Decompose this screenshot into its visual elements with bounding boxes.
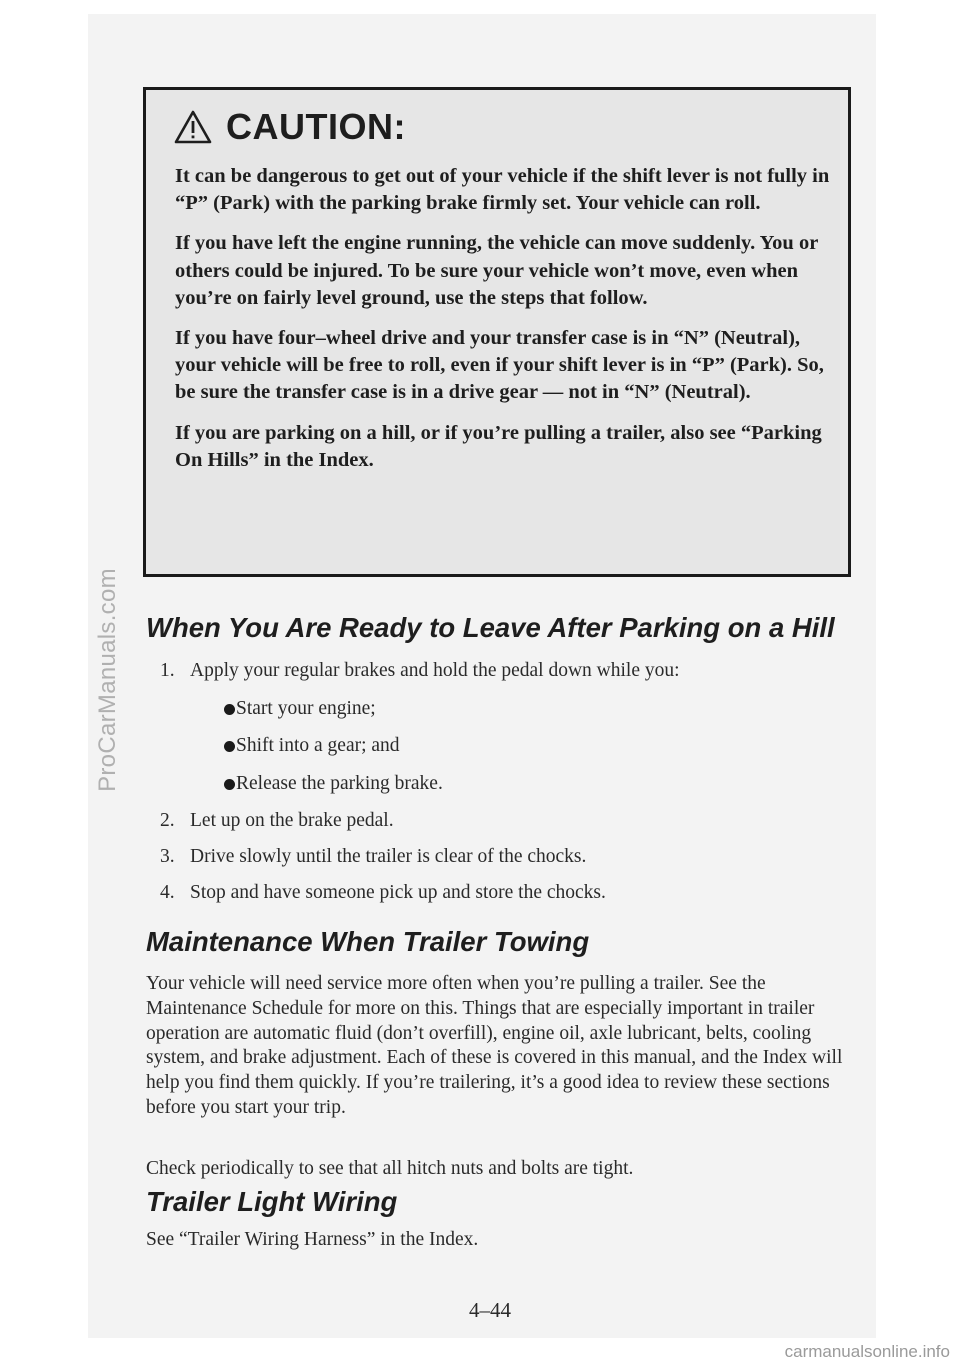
wiring-section-heading: Trailer Light Wiring [146, 1186, 398, 1217]
caution-paragraph: If you have four–wheel drive and your transfer case is in “N” (Neutral), your vehicle will be free to roll, even if your shift lever is in “P” (Park). So, be sure the transfer case is in a drive gear — not in “N” (Neutral). [175, 327, 824, 404]
bullet-text: Shift into a gear; and [236, 735, 400, 756]
maintenance-section-heading: Maintenance When Trailer Towing [146, 926, 590, 957]
maintenance-check-paragraph: Check periodically to see that all hitch nuts and bolts are tight. [146, 1158, 634, 1179]
hill-section-heading: When You Are Ready to Leave After Parking on a Hill [146, 612, 835, 643]
step-number: 4. [160, 882, 175, 903]
caution-paragraph: If you are parking on a hill, or if you’re pulling a trailer, also see “Parking On Hills” in the Index. [175, 421, 822, 471]
caution-text [175, 163, 835, 487]
caution-title: CAUTION: [226, 106, 406, 147]
step-text: Let up on the brake pedal. [190, 810, 394, 831]
step-text: Apply your regular brakes and hold the pedal down while you: [190, 660, 680, 681]
caution-paragraph: It can be dangerous to get out of your vehicle if the shift lever is not fully in “P” (Park) with the parking brake firmly set. Your vehicle can roll. [175, 165, 830, 215]
step-number: 2. [160, 810, 175, 831]
caution-box [143, 87, 851, 577]
step-number: 3. [160, 846, 175, 867]
bullet-text: Release the parking brake. [236, 773, 443, 794]
caution-header [174, 106, 406, 148]
side-watermark: ProCarManuals.com [94, 568, 121, 792]
step-number: 1. [160, 660, 175, 681]
caution-paragraph: If you have left the engine running, the vehicle can move suddenly. You or others could be injured. To be sure your vehicle won’t move, even when you’re on fairly level ground, use the steps that follow. [175, 232, 818, 309]
step-text: Stop and have someone pick up and store the chocks. [190, 882, 606, 903]
bullet-text: Start your engine; [236, 698, 376, 719]
maintenance-paragraph: Your vehicle will need service more often when you’re pulling a trailer. See the Maintenance Schedule for more on this. Things that are especially important in trailer operation are automatic fluid (don’t overfill), engine oil, axle lubricant, belts, cooling system, and brake adjustment. Each of these is covered in this manual, and the Index will help you find them quickly. If you’re trailering, it’s a good idea to review these sections before you start your trip. [146, 973, 843, 1118]
bullet-icon [224, 704, 235, 715]
page-number: 4–44 [469, 1298, 511, 1322]
bullet-icon [224, 779, 235, 790]
bottom-watermark: carmanualsonline.info [784, 1342, 950, 1361]
bullet-icon [224, 741, 235, 752]
warning-triangle-icon [174, 110, 212, 144]
step-text: Drive slowly until the trailer is clear of the chocks. [190, 846, 587, 867]
wiring-paragraph: See “Trailer Wiring Harness” in the Index. [146, 1229, 479, 1250]
